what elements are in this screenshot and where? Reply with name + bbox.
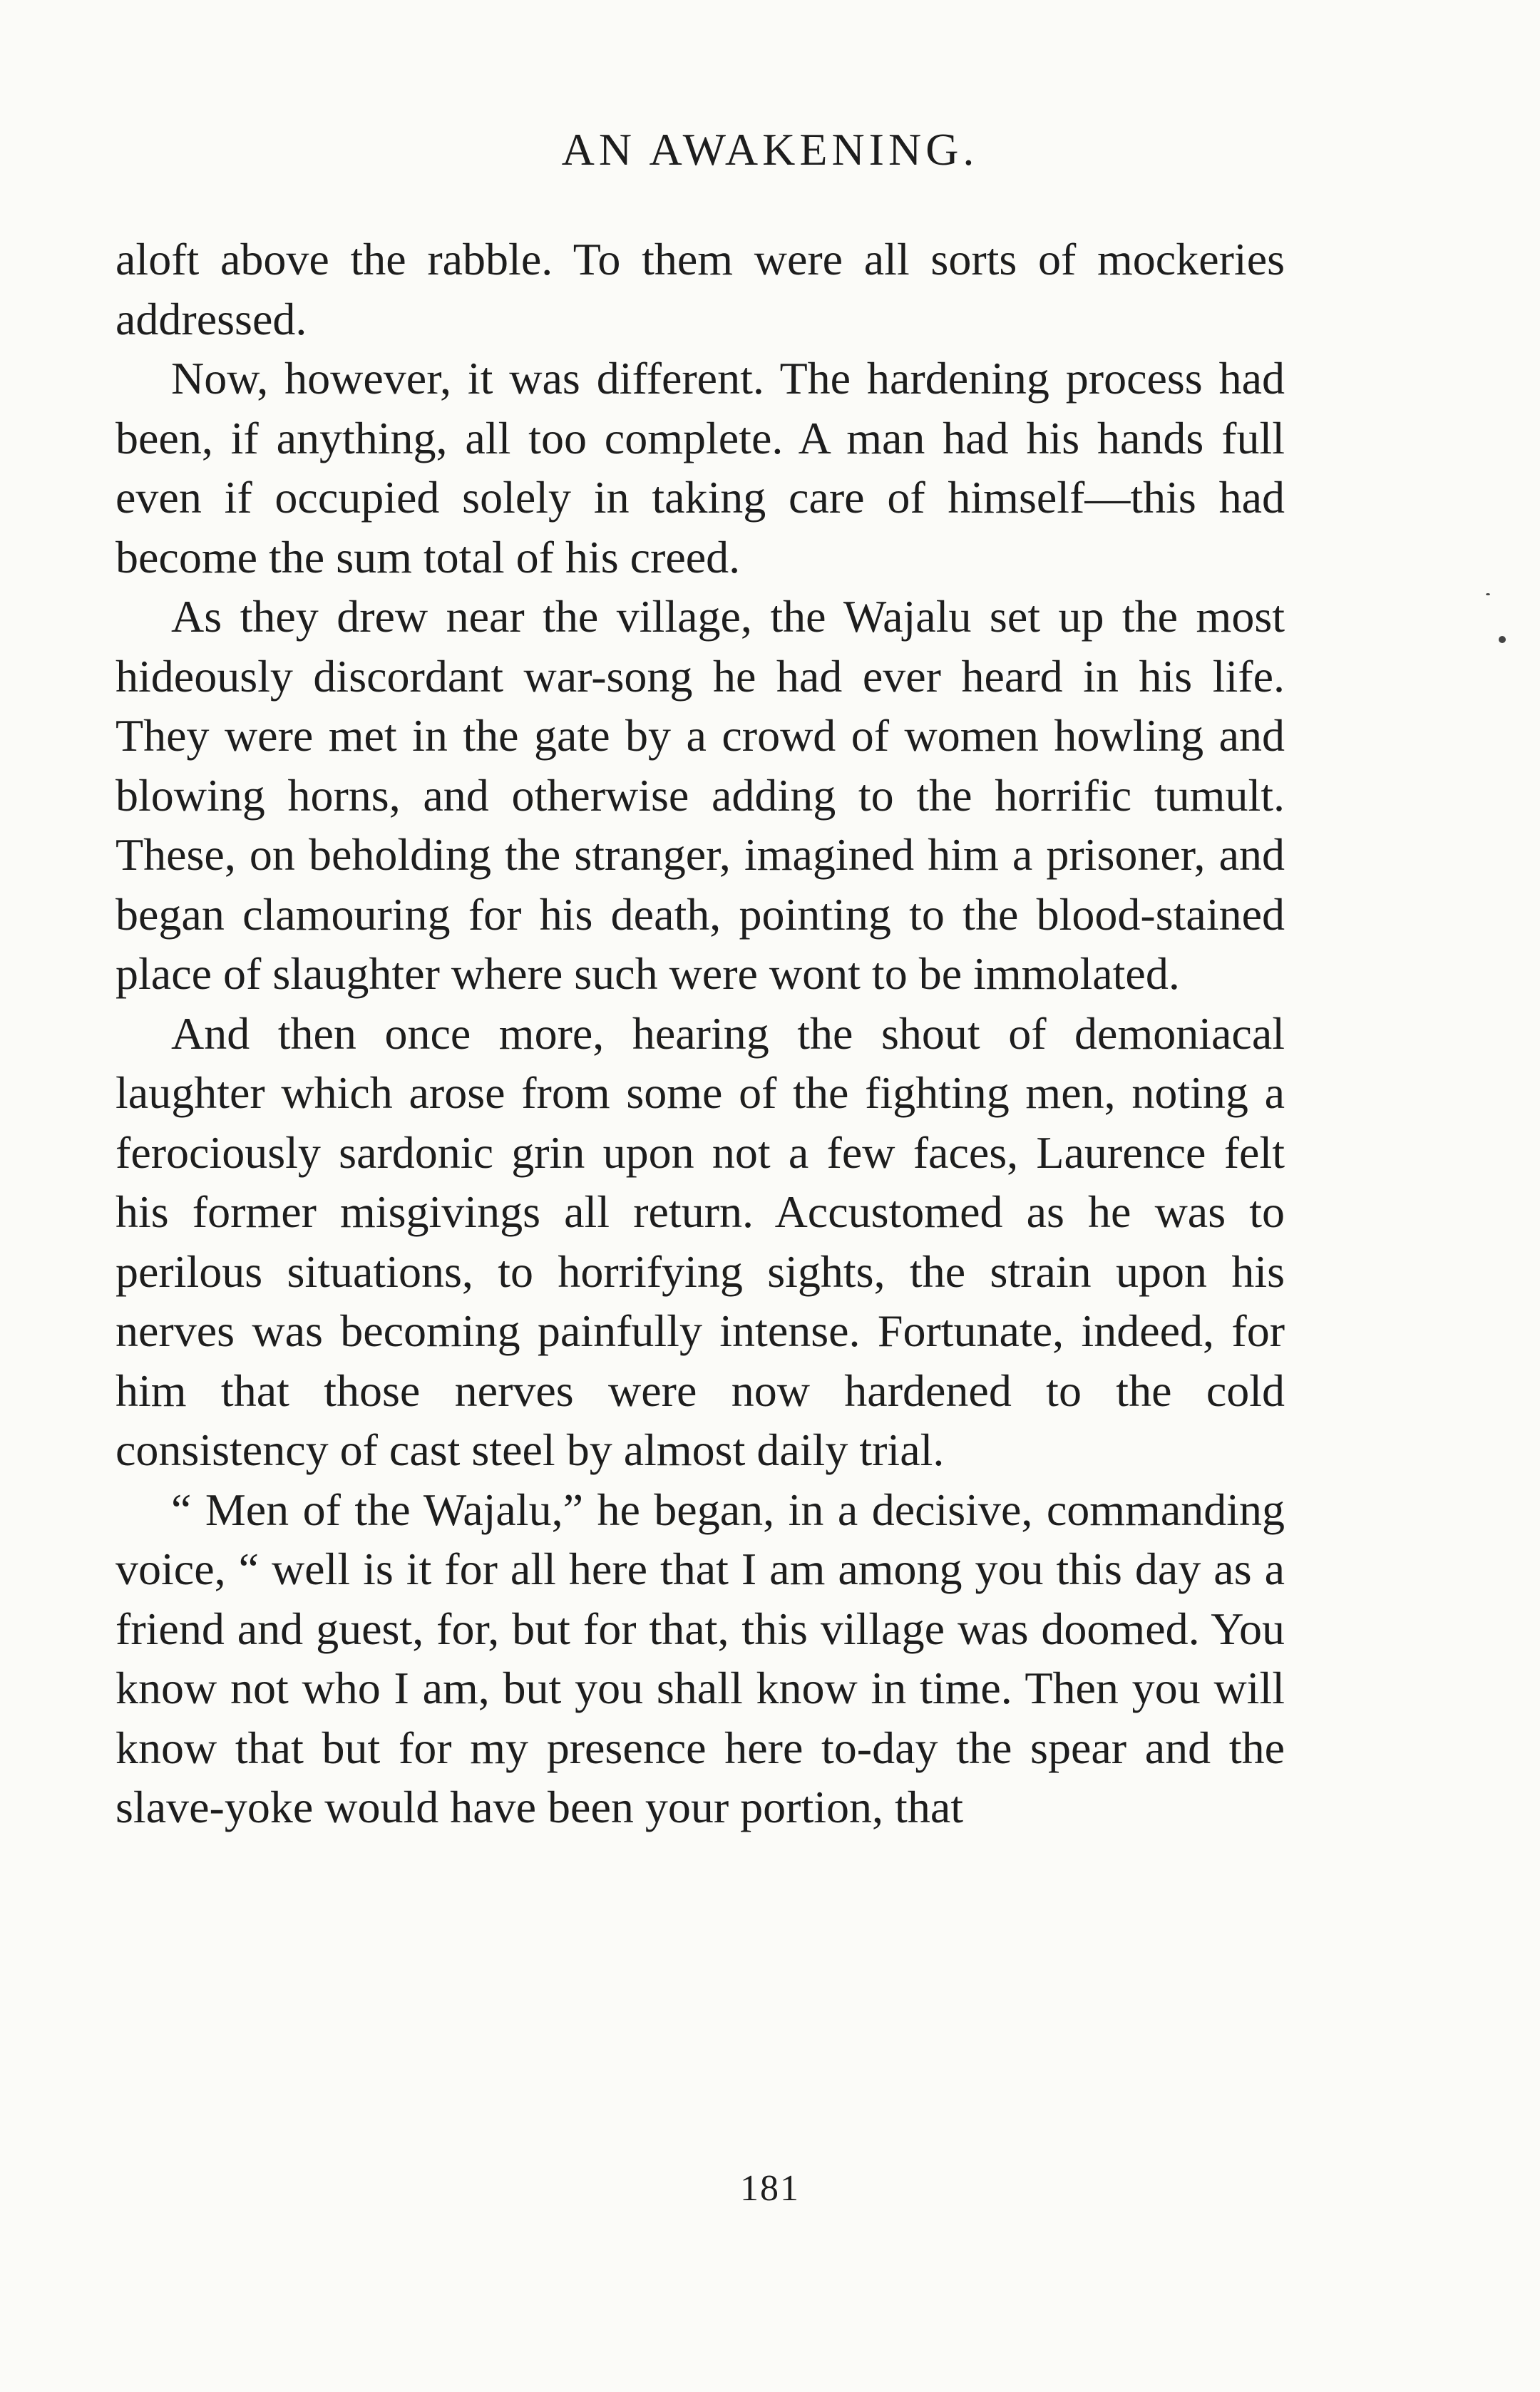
paragraph: “ Men of the Wajalu,” he began, in a decisive, commanding voice, “ well is it for all here that I am among you this day as a friend and guest, for, but for that, this village was doomed. You know not who I am, but you shall know in time. Then you will know that but for my presence here to-day the spear and the slave-yoke would have been your portion, that <box>115 1484 1285 1832</box>
paragraph: Now, however, it was different. The hardening process had been, if anything, all too complete. A man had his hands full even if occupied solely in taking care of himself—this had become the sum total of his creed. <box>115 353 1285 582</box>
page-number: 181 <box>740 2168 800 2209</box>
paragraph: And then once more, hearing the shout of demoniacal laughter which arose from some of the fighting men, noting a ferociously sardonic grin upon not a few faces, Laurence felt his former misgivings all return. Accustomed as he was to perilous situations, to horrifying sights, the strain upon his nerves was becoming painfully intense. Fortunate, indeed, for him that those nerves were now hardened to the cold consistency of cast steel by almost daily trial. <box>115 1007 1285 1475</box>
print-speck <box>1499 636 1506 643</box>
body-text <box>115 230 1285 1837</box>
print-speck <box>1486 593 1490 595</box>
paragraph: aloft above the rabble. To them were all sorts of mockeries addressed. <box>115 234 1285 344</box>
running-head: AN AWAKENING. <box>561 124 979 175</box>
paragraph: As they drew near the village, the Wajalu set up the most hideously discordant war-song he had ever heard in his life. They were met in the gate by a crowd of women howling and blowing horns, and otherwise adding to the horrific tumult. These, on beholding the stranger, imagined him a prisoner, and began clamouring for his death, pointing to the blood-stained place of slaughter where such were wont to be immolated. <box>115 591 1285 999</box>
